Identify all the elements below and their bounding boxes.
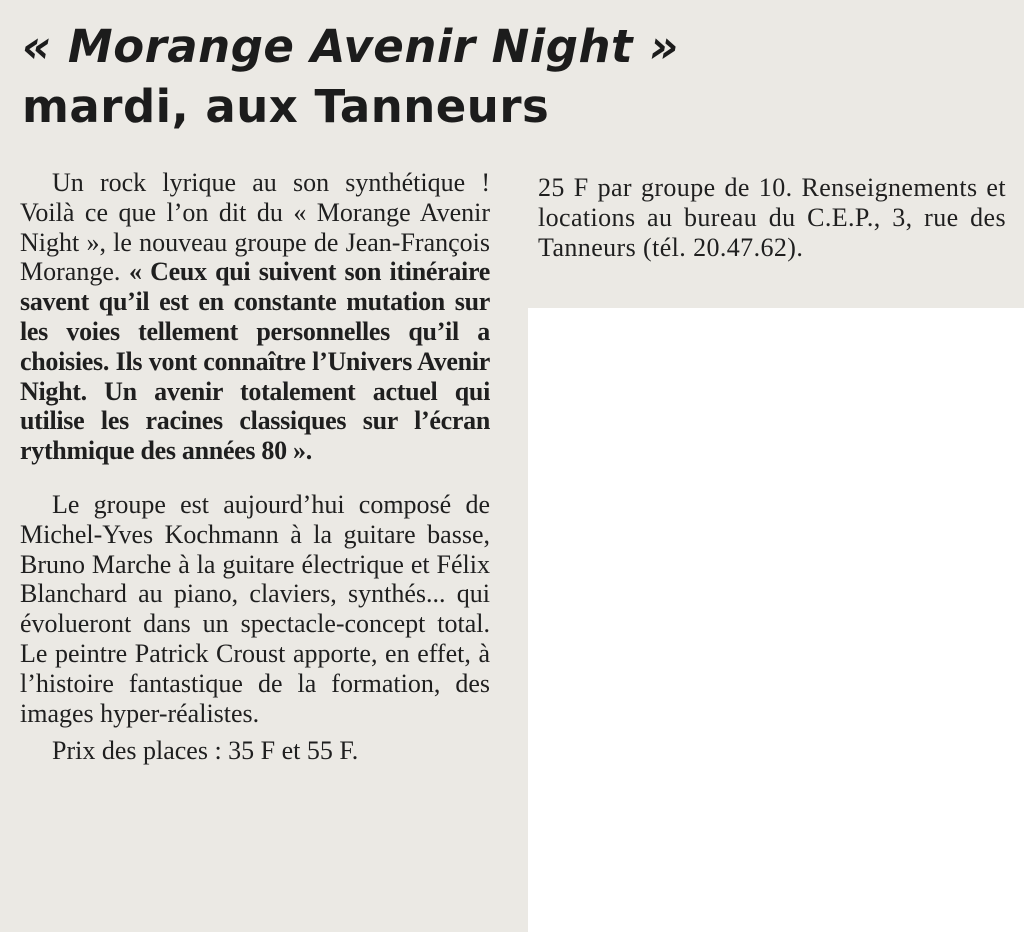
article-column-right: [538, 173, 1006, 262]
article-paragraph-2: Le groupe est aujourd’hui composé de Michel-Yves Kochmann à la guitare basse, Bruno Marche à la guitare électrique et Félix Blanchard au piano, claviers, synthés... qui évolueront dans un spectacle-concept total. Le peintre Patrick Croust apporte, en effet, à l’histoire fantastique de la formation, des images hyper-réalistes.: [20, 489, 490, 728]
headline-subtitle: mardi, aux Tanneurs: [22, 80, 550, 133]
article-paragraph-1: [20, 168, 490, 466]
article-column-left: [20, 168, 490, 766]
paragraph-quote: « Ceux qui suivent son itinéraire savent qu’il est en constante mutation sur les voies tellement personnelles qu’il a choisies. Ils vont connaître l’Univers Avenir Night. Un avenir totalement actuel qui utilise les racines classiques sur l’écran rythmique des années 80 ».: [20, 257, 490, 466]
article-paragraph-prices: Prix des places : 35 F et 55 F.: [52, 736, 359, 766]
paragraph-intro: Un rock lyrique au son synthétique ! Voilà ce que l’on dit du « Morange Avenir Night », le nouveau groupe de Jean-François Morange.: [20, 168, 490, 287]
headline-title: « Morange Avenir Night »: [22, 20, 679, 73]
article-paragraph-info: 25 F par groupe de 10. Renseignements et locations au bureau du C.E.P., 3, rue des Tanneurs (tél. 20.47.62).: [538, 173, 1006, 262]
